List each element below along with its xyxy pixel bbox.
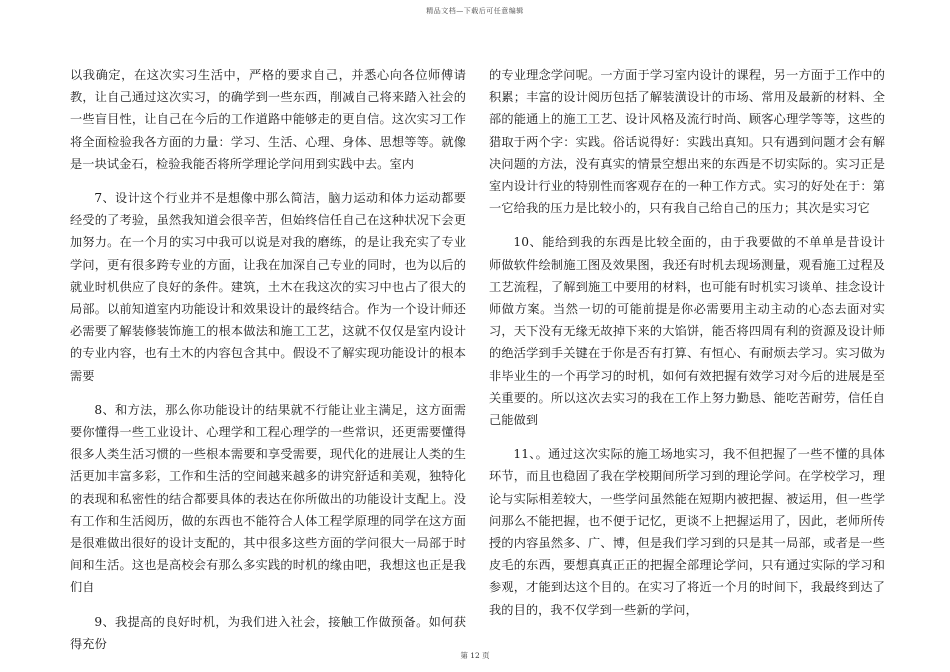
- paragraph: 9、我提高的良好时机，为我们进入社会，接触工作做预备。如何获得充份: [70, 614, 466, 651]
- paragraph: 以我确定，在这次实习生活中，严格的要求自己，并悉心向各位师傅请教，让自己通过这次实习，的确学到一些东西，削减自己将来踏入社会的一些盲目性，让自己在今后的工作道路中能够走的更自信。这次实习工作将全面检验我各方面的力量：学习、生活、心理、身体、思想等等。就像是一块试金石，检验我能否将所学理论学问用到实践中去。室内: [70, 68, 466, 171]
- page-number: 第 12 页: [460, 651, 490, 660]
- page-header: 精品文档—下载后可任意编辑: [426, 7, 524, 15]
- left-column: [70, 64, 466, 655]
- paragraph: 8、和方法，那么你功能设计的结果就不行能让业主满足，这方面需要你懂得一些工业设计、心理学和工程心理学的一些常识，还更需要懂得很多人类生活习惯的一些根本需要和享受需要，现代化的进展让人类的生活更加丰富多彩，工作和生活的空间越来越多的讲究舒适和美观，独特化的表现和私密性的结合都要具体的表达在你所做出的功能设计支配上。没有工作和生活阅历，做的东西也不能符合人体工程学原理的同学在这方面是很难做出很好的设计支配的，其中很多这些方面的学问很大一局部于时间和生活。这也是高校会有那么多实践的时机的缘由吧，我想这也正是我们自: [70, 402, 466, 595]
- paragraph: 11、。通过这次实际的施工场地实习，我不但把握了一些不懂的具体环节，而且也稳固了我在学校期间所学习到的理论学问。在学校学习，理论与实际相差较大，一些学问虽然能在短期内被把握、被运用，但一些学问那么不能把握，也不便于记忆，更谈不上把握运用了，因此，老师所传授的内容虽然多、广、博，但是我们学习到的只是其一局部，或者是一些皮毛的东西，要想真真正正的把握全部理论学问，只有通过实际的学习和参观，才能到达这个目的。在实习了将近一个月的时间下，我最终到达了我的目的，我不仅学到一些新的学问，: [489, 447, 885, 617]
- right-column: [489, 64, 885, 621]
- paragraph: 的专业理念学问呢。一方面于学习室内设计的课程，另一方面于工作中的积累；丰富的设计阅历包括了解装潢设计的市场、常用及最新的材料、全部的能通上的施工工艺、设计风格及流行时尚、顾客心理学等等，这些的猎取于两个字：实践。俗话说得好：实践出真知。只有遇到问题才会有解决问题的方法，没有真实的情景空想出来的东西是不切实际的。实习正是室内设计行业的特别性而客观存在的一种工作方式。实习的好处在于：第一它给我的压力是比较小的，只有我自己给自己的压力；其次是实习它: [489, 68, 885, 216]
- paragraph: 7、设计这个行业并不是想像中那么简洁，脑力运动和体力运动都要经受的了考验，虽然我知道会很辛苦，但始终信任自己在这种状况下会更加努力。在一个月的实习中我可以说是对我的磨练，的是让我充实了专业学问，更有很多跨专业的方面，让我在加深自己专业的同时，也为以后的就业时机供应了良好的条件。建筑，土木在我这次的实习中也占了很大的局部。以前知道室内功能设计和效果设计的最终结合。作为一个设计师还必需要了解装修装饰施工的根本做法和施工工艺，这就不仅仅是室内设计的专业内容，也有土木的内容包含其中。假设不了解实现功能设计的根本需要: [70, 191, 466, 383]
- paragraph: 10、能给到我的东西是比较全面的，由于我要做的不单单是昔设计师做软件绘制施工图及效果图，我还有时机去现场测量，观看施工过程及工艺流程，了解到施工中要用的材料，也可能有时机实习谈单、挂念设计师做方案。当然一切的可能前提是你必需要用主动主动的心态去面对实习，天下没有无缘无故掉下来的大馅饼，能否将四周有利的资源及设计师的绝活学到手关键在于你是否有打算、有恒心、有耐烦去学习。实习做为非毕业生的一个再学习的时机，如何有效把握有效学习对今后的进展是至关重要的。所以这次去实习的我在工作上努力勤恳、能吃苦耐劳，信任自己能做到: [489, 235, 885, 428]
